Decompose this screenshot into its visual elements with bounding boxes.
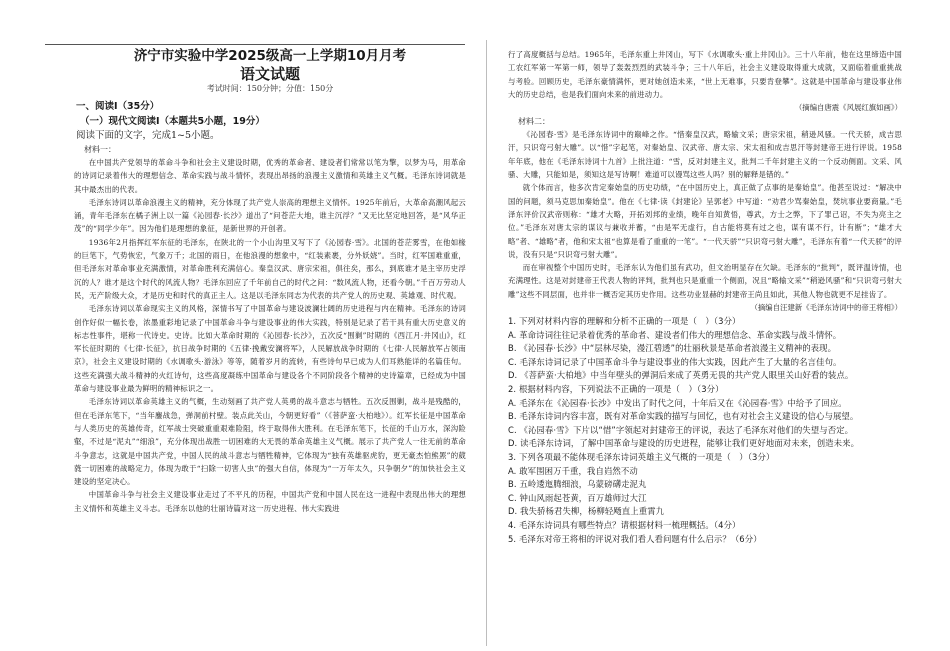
option-3b: B. 五岭逶迤腾细浪，乌蒙磅礴走泥丸 [508,479,647,490]
material2-paragraph: 而在审视整个中国历史时，毛泽东认为他们虽有武功，但文治明显存在欠缺。毛泽东的“批判”，既评温诗情，也充满理性。这是对封建帝王代表人物的评判，批判也只是重重一个侧面，况且“略输文采”“稍逊风骚”和“只识弯弓射大雕”这些不同层面，也并非一概否定其历史作用。这些功业显赫的封建帝王尚且如此，其他人物也就更不足挂齿了。 [508,263,902,299]
question-4: 4. 毛泽东诗词具有哪些特点？请根据材料一梳理概括。（4分） [508,519,741,530]
question-2: 2. 根据材料内容，下列说法不正确的一项是（ ）（3分） [508,384,724,395]
material1-title: 材料一： [84,145,116,154]
option-1d: D. 《菩萨蛮·大柏地》中当年壁头的弹洞后来成了英勇无畏的共产党人眼里关山好看的装点。 [508,370,854,381]
exam-subtitle: 语文试题 [239,65,300,83]
option-2a: A. 毛泽东在《沁园春·长沙》中发出了时代之问，十年后又在《沁园春·雪》中给予了回应。 [508,397,847,408]
material2-paragraph: 《沁园春·雪》是毛泽东诗词中的巅峰之作。“惜秦皇汉武，略输文采；唐宗宋祖，稍逊风骚。一代天骄，成吉思汗，只识弯弓射大雕”。以“惜”字起笔，对秦始皇、汉武帝、唐太宗、宋太祖和成吉思汗等封建帝王进行评说。1958年年底，他在《毛泽东诗词十九首》上批注道：“雪，反对封建主义，批判二千年封建主义的一个反动侧面。文采、风骚、大雕，只能如是，须知这是写诗啊！难道可以谩骂这些人吗？别的解释是错的。” [508,130,902,180]
right-column [508,48,902,648]
material1-paragraph: 1936年2月指挥红军东征的毛泽东，在陕北的一个小山沟里又写下了《沁园春·雪》。北国的苍茫雾雪，在他如椽的巨笔下，气势恢宏，气象万千；北国的雨日，在他浪漫的想象中，“红装素裹，分外妖娆”。当时，红军国难重重，但毛泽东对革命事业充满激情，对革命胜利充满信心。秦皇汉武、唐宗宋祖，俱往矣，那么，到底谁才是主宰历史浮沉的人？谁才是这个时代的风流人物？毛泽东回应了千年前自己的时代之问：“数风流人物，还看今朝。”千百万劳动人民，无产阶级大众，才是历史和时代的真正主人。这是以毛泽东同志为代表的共产党人的历史观、英雄观、时代观。 [74,237,466,300]
column-divider [486,40,487,646]
exam-meta: 考试时间：150分钟；分值：150分 [206,84,334,93]
subsection-heading: （一）现代文阅读Ⅰ（本题共5小题，19分） [80,116,265,127]
option-3c: C. 钟山风雨起苍黄，百万雄师过大江 [508,492,647,503]
source-note-1: （摘编自唐震《风展红旗如画》） [794,103,902,113]
question-5: 5. 毛泽东对帝王将相的评说对我们看人看问题有什么启示？（6分） [508,533,762,544]
option-1c: C. 毛泽东诗词记录了中国革命斗争与建设事业的伟大实践，因此产生了大量的名言佳句。 [508,356,842,367]
option-2c: C. 《沁园春·雪》下片以“惜”字领起对封建帝王的评说，表达了毛泽东对他们的失望与否定。 [508,424,854,435]
question-1: 1. 下列对材料内容的理解和分析不正确的一项是（ ）（3分） [508,316,741,327]
section-heading: 一、阅读Ⅰ（35分） [76,101,160,112]
material1-paragraph: 中国革命斗争与社会主义建设事业走过了不平凡的历程，中国共产党和中国人民在这一进程中表现出伟大的理想主义情怀和英雄主义斗志。毛泽东以他的壮丽诗篇对这一历史进程、伟大实践进 [74,490,466,513]
left-column [74,48,466,648]
exam-title: 济宁市实验中学2025级高一上学期10月月考 [133,48,407,64]
material1-paragraph: 毛泽东诗词以革命英雄主义的气概，生动刻画了共产党人英勇的战斗意志与牺牲。五次反围剿，战斗是残酷的，但在毛泽东笔下，“当年鏖战急，弹洞前村壁。装点此关山，今朝更好看”（《菩萨蛮·大柏地》）。红军长征是中国革命与人类历史的英雄传奇，红军战士突破重重艰难险阻，终于取得伟大胜利。在毛泽东笔下，长征的千山万水，深沟险壑，不过是“泥丸”“细浪”，充分体现出战胜一切困难的大无畏的革命英雄主义气概。展示了共产党人一往无前的革命斗争意志，这就是中国共产党，中国人民的战斗意志与牺牲精神，它体现为“独有英雄驱虎豹，更无豪杰怕熊罴”的葳蕤一切困难的战略定力，体现为敢于“扫除一切害人虫”的强大自信，体现为“一万年太久，只争朝夕”的加快社会主义建设的坚定决心。 [74,397,466,487]
option-2d: D. 读毛泽东诗词，了解中国革命与建设的历史进程，能够让我们更好地面对未来，创造未来。 [508,438,860,449]
option-1b: B. 《沁园春·长沙》中“层林尽染，漫江碧透”的壮丽秋景是革命者浪漫主义精神的表现。 [508,343,837,354]
material2-paragraph: 就个体而言，他多次肯定秦始皇的历史功绩，“在中国历史上，真正做了点事的是秦始皇”。他甚至说过：“解决中国的问题，须马克思加秦始皇”。他在《七律·读《封建论》呈郭老》中写道：“劝君少骂秦始皇，焚坑事业要商量。”毛泽东评价汉武帝则称：“雄才大略，开拓刘邦的业绩，晚年自知黄悟，尊武，方士之弊，下了罪己诏，不失为亮主之位。”毛泽东对唐太宗的谋议与兼收并蓄，“由是军无虚行，自古能将莫有过之也，谋有谋不行，计有断”；“雄才大略”者、“雄略”者，他和宋太祖“也算是看了重重的一笔”。“一代天骄”“只识弯弓射大雕”，毛泽东有着“一代天骄”的评说，没有只是“只识弯弓射大雕”。 [508,183,902,259]
material1-paragraph: 在中国共产党领导的革命斗争和社会主义建设时期，优秀的革命者、建设者们常常以笔为擎，以梦为马，用革命的诗词记录着伟大的理想信念、革命实践与战斗情怀，表现出昂扬的浪漫主义激情和英雄主义气概。毛泽东诗词就是其中最杰出的代表。 [74,158,466,194]
question-3: 3. 下列各项最不能体现毛泽东诗词英雄主义气概的一项是（ ）（3分） [508,451,775,462]
material1-paragraph: 毛泽东诗词以革命浪漫主义的精神，充分体现了共产党人崇高的理想主义情怀。1925年前后，大革命高潮风起云涌，青年毛泽东在橘子洲上以一篇《沁园春·长沙》道出了“问苍茫大地，谁主沉浮？”又无比坚定地回答，是“风华正茂”的“同学少年”。因为他们是理想的象征，是新世界的开创者。 [74,197,466,234]
material1-continuation: 行了高度概括与总结。1965年，毛泽东重上井冈山，写下《水调歌头·重上井冈山》。三十八年前，他在这里缔造中国工农红军第一军第一师，领导了轰轰烈烈的武装斗争；三十八年后，社会主义建设取得重大成就，又面临着重重挑战与考验。回顾历史，毛泽东豪情满怀，更对她创造未来，“世上无难事，只要肯登攀”。这就是中国革命与建设事业伟大的历史总结，也是我们面向未来的前进动力。 [508,50,902,99]
top-rule [45,44,465,45]
option-1a: A. 革命诗词往往记录着优秀的革命者、建设者们伟大的理想信念、革命实践与战斗情怀。 [508,329,842,340]
option-3d: D. 我失骄杨君失柳，杨柳轻飏直上重霄九 [508,506,665,517]
material2-title: 材料二： [518,117,550,127]
material1-paragraph: 毛泽东诗词以革命现实主义的风格，深情书写了中国革命与建设波澜壮阔的历史进程与内在精神。毛泽东的诗词创作好似一幅长卷，浓墨重彩地记录了中国革命斗争与建设事业的伟大实践，特别是记录了若干具有重大历史意义的标志性事件，堪称一代诗史。史诗。比如大革命时期的《沁园春·长沙》，五次反“围剿”时期的《西江月·井冈山》，红军长征时期的《七律·长征》，抗日战争时期的《五律·挽戴安澜将军》，人民解放战争时期的《七律·人民解放军占领南京》，社会主义建设时期的《水调歌头·游泳》等等，随着岁月的流转，有些诗句早已成为人们耳熟能详的名篇佳句。这些充满强大战斗精神的火红诗句，这些高度凝练中国革命与建设各个不同阶段各个精神的史诗篇章，已经成为中国革命与建设事业最为鲜明的精神标识之一。 [74,304,466,394]
option-2b: B. 毛泽东诗词内容丰富，既有对革命实践的描写与回忆，也有对社会主义建设的信心与展望。 [508,411,859,422]
option-3a: A. 敢军围困万千重，我自岿然不动 [508,465,638,476]
instruction: 阅读下面的文字，完成1~5小题。 [76,130,220,141]
source-note-2: （摘编自汪建新《毛泽东诗词中的帝王将相》） [750,303,902,313]
